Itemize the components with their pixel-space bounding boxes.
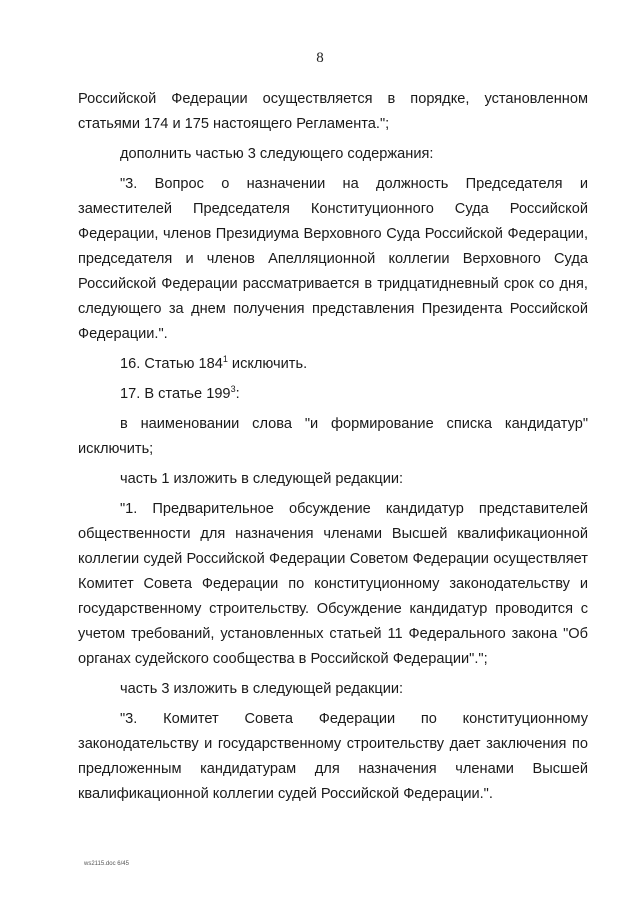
paragraph-item-17 <box>78 382 588 407</box>
item-16-superscript: 1 <box>222 354 228 365</box>
paragraph-continuation: Российской Федерации осуществляется в порядке, установленном статьями 174 и 175 настоящего Регламента."; <box>78 91 588 132</box>
footer-filename: ws2115.doc 6/45 <box>84 861 129 867</box>
paragraph-item-16 <box>78 352 588 377</box>
paragraph-add-part-3: дополнить частью 3 следующего содержания: <box>120 146 434 162</box>
paragraph-part-3-text: "3. Вопрос о назначении на должность Председателя и заместителей Председателя Конституционного Суда Российской Федерации, членов Президиума Верховного Суда Российской Федерации, председателя и членов Апелляционной коллегии Верховного Суда Российской Федерации рассматривается в тридцатидневный срок со дня, следующего за днем получения представления Президента Российской Федерации.". <box>78 176 588 342</box>
item-16-text: 16. Статью 184 <box>120 356 223 372</box>
item-17-text: 17. В статье 199 <box>120 386 231 402</box>
document-body <box>78 87 588 807</box>
item-17-tail: : <box>235 386 240 402</box>
paragraph-part-1-intro: часть 1 изложить в следующей редакции: <box>120 471 404 487</box>
item-17-superscript: 3 <box>230 384 236 395</box>
paragraph-part-3-intro: часть 3 изложить в следующей редакции: <box>120 681 404 697</box>
paragraph-part-3-new-text: "3. Комитет Совета Федерации по конституционному законодательству и государственному строительству дает заключения по предложенным кандидатурам для назначения членами Высшей квалификационной коллегии судей Российской Федерации.". <box>78 711 588 802</box>
paragraph-title-words: в наименовании слова "и формирование списка кандидатур" исключить; <box>78 416 588 457</box>
item-16-tail: исключить. <box>227 356 308 372</box>
page-number: 8 <box>316 50 324 66</box>
paragraph-part-1-text: "1. Предварительное обсуждение кандидатур представителей общественности для назначения членами Высшей квалификационной коллегии судей Российской Федерации Советом Федерации осуществляет Комитет Совета Федерации по конституционному законодательству и государственному строительству. Обсуждение кандидатур проводится с учетом требований, установленных статьей 11 Федерального закона "Об органах судейского сообщества в Российской Федерации"."; <box>78 501 588 667</box>
